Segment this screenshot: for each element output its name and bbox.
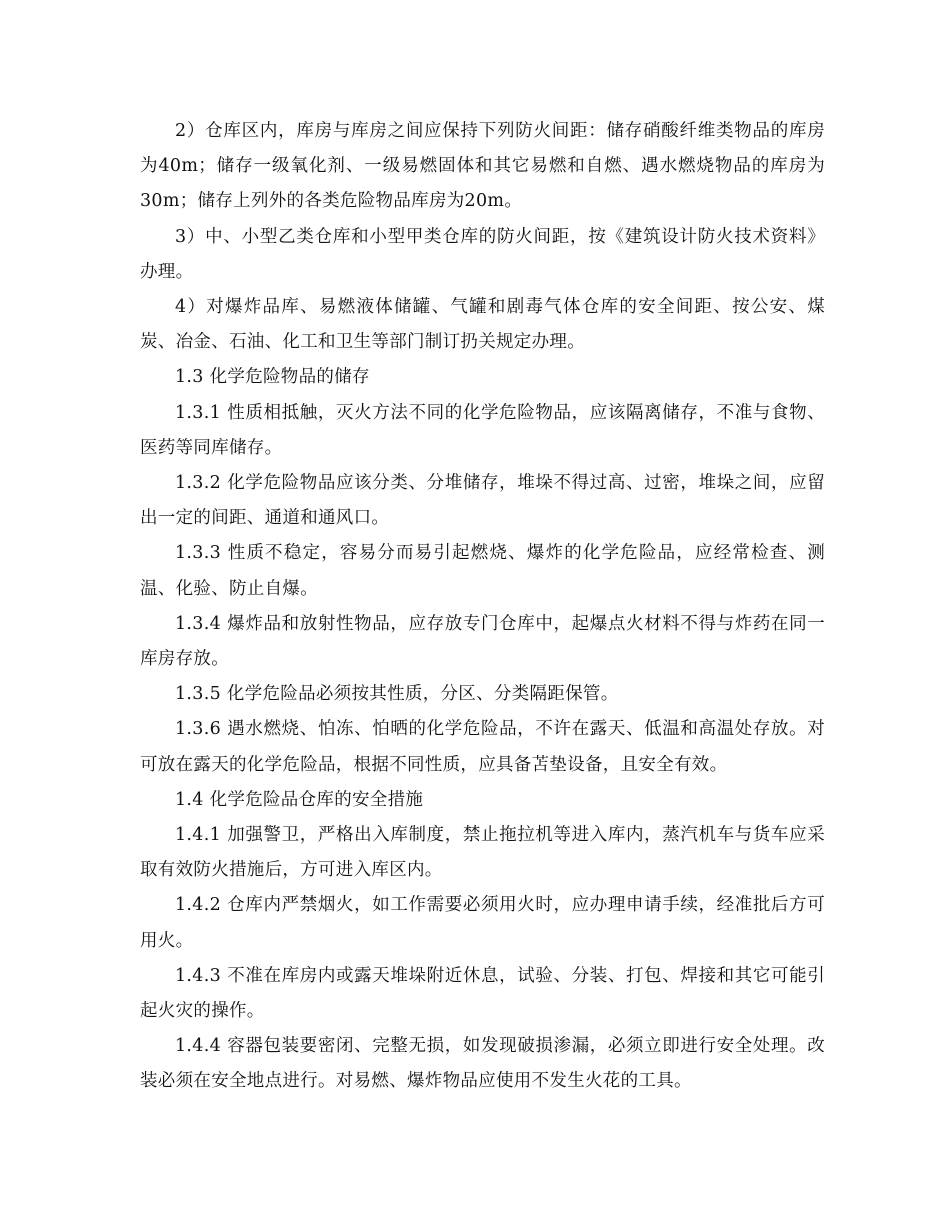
section-heading-1-4: 1.4 化学危险品仓库的安全措施 (175, 789, 424, 810)
paragraph-1-3-5: 1.3.5 化学危险品必须按其性质，分区、分类隔距保管。 (175, 684, 619, 705)
paragraph-fire-spacing-between-warehouses: 2）仓库区内，库房与库房之间应保持下列防火间距：储存硝酸纤维类物品的库房为40m；储存一级氧化剂、一级易燃固体和其它易燃和自燃、遇水燃烧物品的库房为30m；储存上列外的各类危险物品库房为20m。 (140, 121, 825, 212)
paragraph-1-4-2: 1.4.2 仓库内严禁烟火，如工作需要必须用火时，应办理申请手续，经准批后方可用火。 (140, 895, 825, 951)
paragraph-1-3-6: 1.3.6 遇水燃烧、怕冻、怕晒的化学危险品，不许在露天、低温和高温处存放。对可放在露天的化学危险品，根据不同性质，应具备苫垫设备，且安全有效。 (140, 719, 825, 775)
section-heading-1-3: 1.3 化学危险物品的储存 (175, 367, 370, 388)
paragraph-1-4-4: 1.4.4 容器包装要密闭、完整无损，如发现破损渗漏，必须立即进行安全处理。改装必须在安全地点进行。对易燃、爆炸物品应使用不发生火花的工具。 (140, 1036, 825, 1092)
paragraph-1-4-1: 1.4.1 加强警卫，严格出入库制度，禁止拖拉机等进入库内，蒸汽机车与货车应采取有效防火措施后，方可进入库区内。 (140, 825, 825, 881)
paragraph-explosives-storage-spacing: 4）对爆炸品库、易燃液体储罐、气罐和剧毒气体仓库的安全间距、按公安、煤炭、冶金、石油、化工和卫生等部门制订扔关规定办理。 (140, 297, 825, 353)
paragraph-1-3-2: 1.3.2 化学危险物品应该分类、分堆储存，堆垛不得过高、过密，堆垛之间，应留出一定的间距、通道和通风口。 (140, 473, 825, 529)
document-body (140, 114, 825, 1100)
paragraph-1-3-1: 1.3.1 性质相抵触，灭火方法不同的化学危险物品，应该隔离储存，不准与食物、医药等同库储存。 (140, 402, 825, 458)
paragraph-1-3-4: 1.3.4 爆炸品和放射性物品，应存放专门仓库中，起爆点火材料不得与炸药在同一库房存放。 (140, 613, 825, 670)
paragraph-1-3-3: 1.3.3 性质不稳定，容易分而易引起燃烧、爆炸的化学危险品，应经常检查、测温、化验、防止自爆。 (140, 543, 825, 599)
paragraph-small-warehouse-spacing: 3）中、小型乙类仓库和小型甲类仓库的防火间距，按《建筑设计防火技术资料》办理。 (140, 226, 825, 282)
paragraph-1-4-3: 1.4.3 不准在库房内或露天堆垛附近休息，试验、分装、打包、焊接和其它可能引起火灾的操作。 (140, 965, 825, 1022)
